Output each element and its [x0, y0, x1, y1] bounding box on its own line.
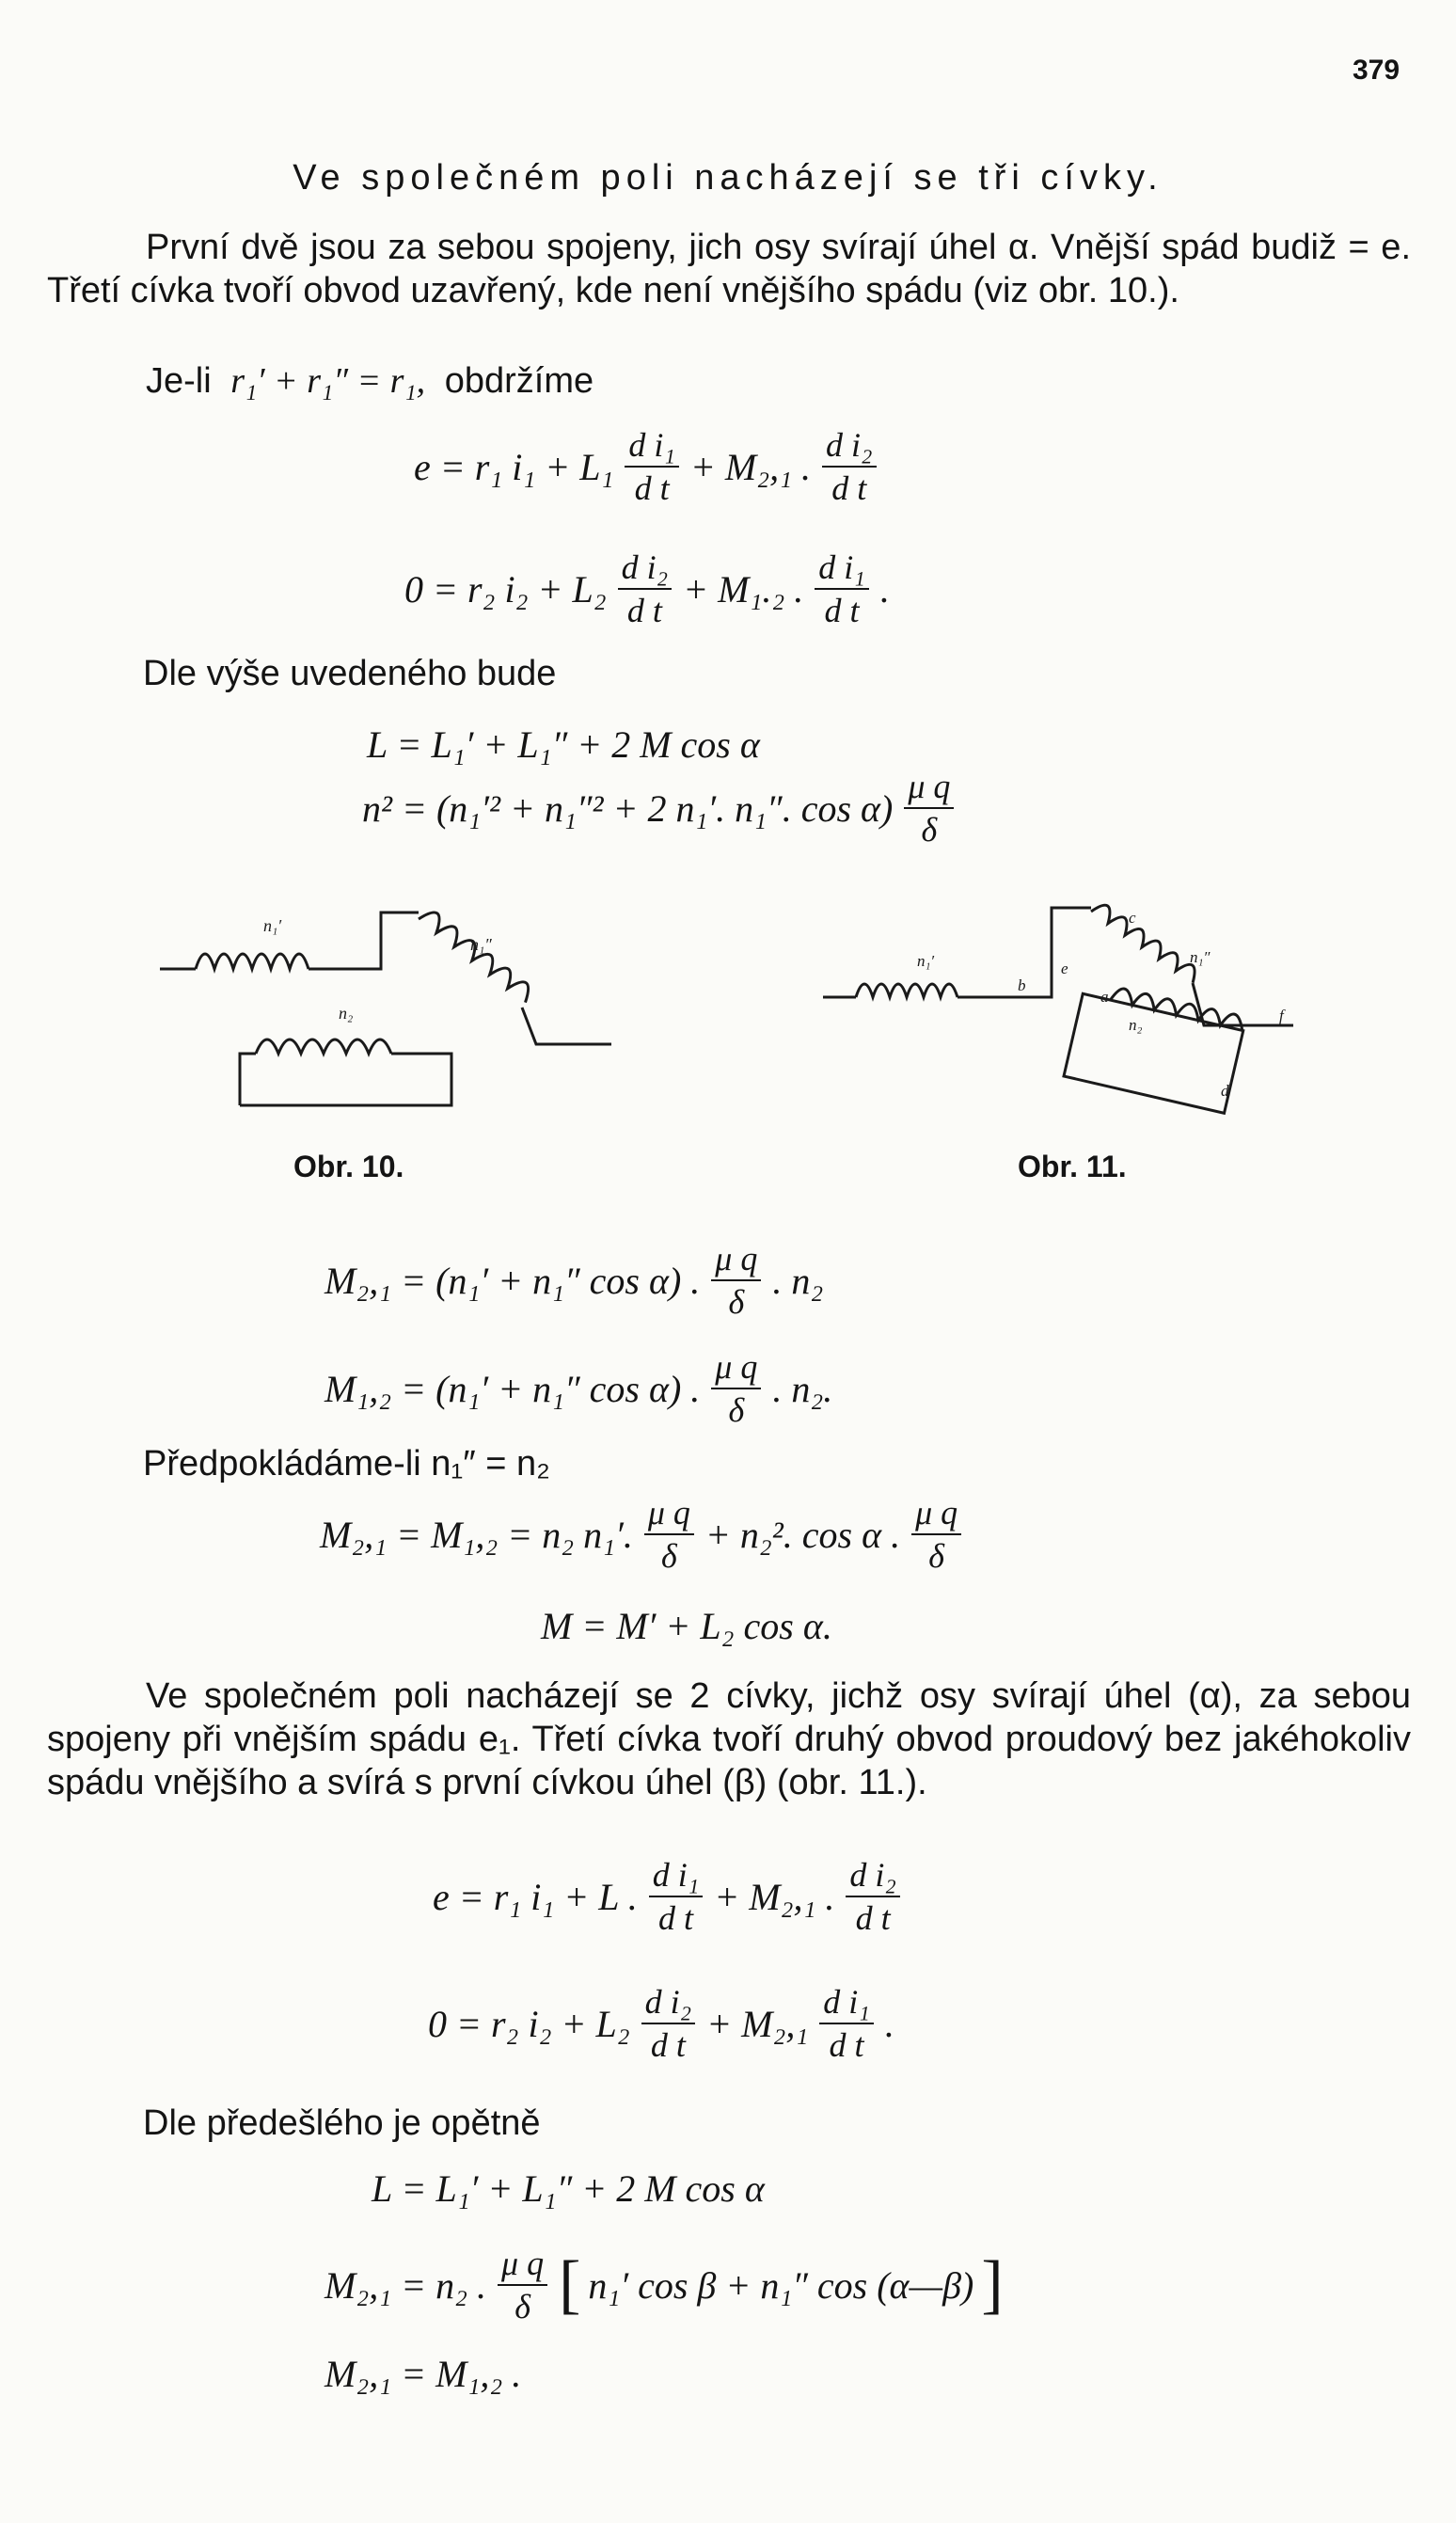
eq10-end: .	[884, 2002, 894, 2045]
equation-6	[324, 1350, 832, 1427]
jeli-suffix: obdržíme	[444, 361, 594, 401]
eq6-lhs: M₁,₂ = (n₁′ + n₁″ cos α) .	[324, 1367, 701, 1410]
eq9-mid: + M₂,₁ .	[714, 1875, 835, 1918]
eq7-lhs: M₂,₁ = M₁,₂ = n₂ n₁′.	[320, 1513, 633, 1556]
fig10-label-n1p: n₁′	[263, 916, 282, 935]
page-number: 379	[1353, 55, 1401, 86]
eq2-frac-1: $\frac{\text{d i₂}}{\text{d t}}$	[618, 550, 673, 627]
eq6-frac: $\frac{\text{μ q}}{\delta}$	[711, 1350, 761, 1427]
eq10-lhs: 0 = r₂ i₂ + L₂	[428, 2002, 630, 2045]
eq10-frac-2: $\frac{\text{d i₁}}{\text{d t}}$	[819, 1985, 874, 2062]
eq2-mid: + M₁.₂ .	[683, 567, 804, 611]
eq10-mid: + M₂,₁	[706, 2002, 809, 2045]
fig11-label-a: a	[1100, 988, 1109, 1006]
jeli-line	[146, 360, 593, 402]
eq12-frac: $\frac{\text{μ q}}{\delta}$	[498, 2246, 547, 2324]
eq5-frac: $\frac{\text{μ q}}{\delta}$	[711, 1242, 761, 1319]
eq9-lhs: e = r₁ i₁ + L .	[433, 1875, 638, 1918]
paragraph-two-coils: Ve společném poli nacházejí se 2 cívky, jichž osy svírají úhel (α), za sebou spojeny při vnějším spádu e₁. Třetí cívka tvoří druhý obvod proudový bez jakéhokoliv spádu vnějšího a svírá s první cívkou úhel (β) (obr. 11.).	[47, 1676, 1411, 1802]
fig10-label-n2: n₂	[339, 1004, 354, 1023]
eq2-end: .	[879, 567, 890, 611]
eq1-frac-2: $\frac{\text{d i₂}}{\text{d t}}$	[822, 428, 877, 505]
jeli-formula: r₁′ + r₁″ = r₁,	[230, 361, 426, 401]
equation-3: L = L₁′ + L₁″ + 2 M cos α	[367, 723, 760, 766]
equation-11: L = L₁′ + L₁″ + 2 M cos α	[372, 2167, 765, 2210]
figure-10-coils-diagram	[150, 898, 621, 1124]
equation-9	[433, 1858, 904, 1935]
equation-1	[414, 428, 880, 505]
eq1-frac-1: $\frac{\text{d i₁}}{\text{d t}}$	[625, 428, 679, 505]
eq12-bracket-right: ]	[981, 2248, 1004, 2321]
fig11-label-b: b	[1018, 976, 1026, 994]
figure-10-caption: Obr. 10.	[293, 1150, 404, 1183]
equation-5	[324, 1242, 823, 1319]
eq12-lhs: M₂,₁ = n₂ .	[324, 2263, 487, 2307]
equation-13: M₂,₁ = M₁,₂ .	[324, 2353, 522, 2395]
fig11-label-e: e	[1061, 960, 1068, 977]
eq9-frac-2: $\frac{\text{d i₂}}{\text{d t}}$	[846, 1858, 900, 1935]
figure-11-caption: Obr. 11.	[1018, 1150, 1127, 1183]
eq7-mid: + n₂². cos α .	[704, 1513, 901, 1556]
eq2-lhs: 0 = r₂ i₂ + L₂	[404, 567, 607, 611]
eq7-frac-2: $\frac{\text{μ q}}{\delta}$	[911, 1496, 961, 1573]
fig11-label-d: d	[1221, 1082, 1229, 1100]
predpokladame-line: Předpokládáme-li n₁″ = n₂	[143, 1444, 550, 1484]
section-heading: Ve společném poli nacházejí se tři cívky.	[293, 158, 1163, 198]
equation-12	[324, 2246, 1004, 2324]
eq5-lhs: M₂,₁ = (n₁′ + n₁″ cos α) .	[324, 1259, 701, 1302]
eq12-bracket-left: [	[559, 2248, 581, 2321]
fig11-label-c: c	[1129, 909, 1136, 927]
equation-8: M = M′ + L₂ cos α.	[541, 1605, 832, 1647]
eq4-lhs: n² = (n₁′² + n₁″² + 2 n₁′. n₁″. cos α)	[362, 786, 894, 830]
fig11-label-n1p: n₁′	[917, 952, 935, 970]
figure-11-coils-diagram	[818, 898, 1307, 1124]
paragraph-intro: První dvě jsou za sebou spojeny, jich osy svírají úhel α. Vnější spád budiž = e. Třetí cívka tvoří obvod uzavřený, kde není vnějšího spádu (viz obr. 10.).	[47, 228, 1411, 310]
eq1-lhs: e = r₁ i₁ + L₁	[414, 445, 614, 488]
eq4-frac: $\frac{\text{μ q}}{\delta}$	[904, 770, 954, 847]
eq10-frac-1: $\frac{\text{d i₂}}{\text{d t}}$	[641, 1985, 696, 2062]
equation-2	[404, 550, 890, 627]
eq12-inner: n₁′ cos β + n₁″ cos (α—β)	[588, 2263, 974, 2307]
fig11-label-n2: n₂	[1129, 1016, 1143, 1034]
eq2-frac-2: $\frac{\text{d i₁}}{\text{d t}}$	[815, 550, 869, 627]
eq6-rhs: . n₂.	[772, 1367, 833, 1410]
dle-line-1: Dle výše uvedeného bude	[143, 654, 557, 693]
equation-7	[320, 1496, 965, 1573]
dle-line-2: Dle předešlého je opětně	[143, 2103, 541, 2143]
fig11-label-f: f	[1279, 1007, 1284, 1024]
fig10-label-n1pp: n₁″	[470, 935, 492, 954]
eq7-frac-1: $\frac{\text{μ q}}{\delta}$	[644, 1496, 694, 1573]
eq9-frac-1: $\frac{\text{d i₁}}{\text{d t}}$	[649, 1858, 704, 1935]
eq5-rhs: . n₂	[772, 1259, 824, 1302]
eq1-mid: + M₂,₁ .	[689, 445, 812, 488]
jeli-prefix: Je-li	[146, 361, 212, 401]
fig11-label-n1pp: n₁″	[1190, 948, 1211, 966]
equation-10	[428, 1985, 894, 2062]
equation-4	[362, 770, 957, 847]
